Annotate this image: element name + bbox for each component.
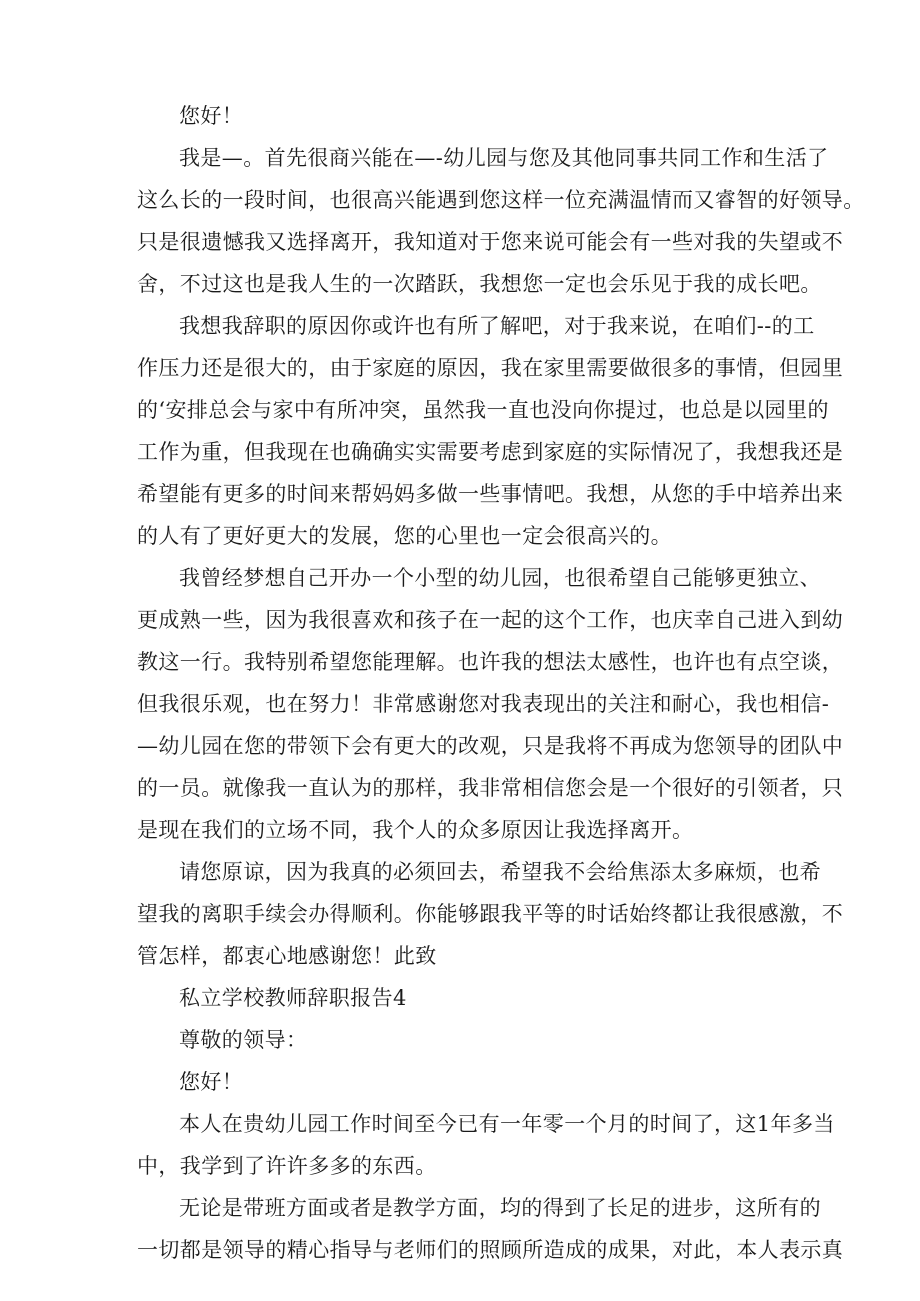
text-line: 本人在贵幼儿园工作时间至今已有一年零一个月的时间了，这1年多当 bbox=[179, 1112, 835, 1136]
greeting: 您好！ bbox=[179, 1070, 244, 1094]
text-line: 工作为重，但我现在也确确实实需要考虑到家庭的实际情况了，我想我还是 bbox=[137, 440, 844, 464]
text-line: 是现在我们的立场不同，我个人的众多原因让我选择离开。 bbox=[137, 818, 694, 842]
text-line: 我是—。首先很商兴能在—-幼儿园与您及其他同事共同工作和生活了 bbox=[179, 146, 829, 170]
text-line: 更成熟一些，因为我很喜欢和孩子在一起的这个工作，也庆幸自己进入到幼 bbox=[137, 608, 844, 632]
text-line: 只是很遗憾我又选择离开，我知道对于您来说可能会有一些对我的失望或不 bbox=[137, 230, 844, 254]
text-line: 我想我辞职的原因你或许也有所了解吧，对于我来说，在咱们--的工 bbox=[179, 314, 815, 338]
text-line: 的一员。就像我一直认为的那样，我非常相信您会是一个很好的引领者，只 bbox=[137, 776, 844, 800]
salutation: 尊敬的领导： bbox=[179, 1028, 308, 1052]
text-line: 舍，不过这也是我人生的一次踏跃，我想您一定也会乐见于我的成长吧。 bbox=[137, 272, 822, 296]
text-line: 望我的离职手续会办得顺利。你能够跟我平等的时话始终都让我很感激，不 bbox=[137, 902, 844, 926]
section-title: 私立学校教师辞职报告4 bbox=[179, 986, 407, 1010]
text-line: 教这一行。我特别希望您能理解。也许我的想法太感性，也许也有点空谈， bbox=[137, 650, 844, 674]
text-line: 希望能有更多的时间来帮妈妈多做一些事情吧。我想，从您的手中培养出来 bbox=[137, 482, 844, 506]
text-line: 无论是带班方面或者是教学方面，均的得到了长足的进步，这所有的 bbox=[179, 1196, 821, 1220]
text-line: 但我很乐观，也在努力！非常感谢您对我表现出的关注和耐心，我也相信- bbox=[137, 692, 830, 716]
greeting: 您好！ bbox=[179, 104, 244, 128]
document-body bbox=[137, 100, 865, 1266]
text-line: 请您原谅，因为我真的必须回去，希望我不会给焦添太多麻烦，也希 bbox=[179, 860, 821, 884]
text-line: —幼儿园在您的带领下会有更大的改观，只是我将不再成为您领导的团队中 bbox=[137, 734, 844, 758]
text-line: 中，我学到了许许多多的东西。 bbox=[137, 1154, 437, 1178]
text-line: 的人有了更好更大的发展，您的心里也一定会很高兴的。 bbox=[137, 524, 672, 548]
text-line: 一切都是领导的精心指导与老师们的照顾所造成的成果，对此，本人表示真 bbox=[137, 1238, 844, 1262]
text-line: 管怎样，都衷心地感谢您！此致 bbox=[137, 944, 437, 968]
text-line: 的‘安排总会与家中有所冲突，虽然我一直也没向你提过，也总是以园里的 bbox=[137, 398, 829, 422]
text-line: 作压力还是很大的，由于家庭的原因，我在家里需要做很多的事情，但园里 bbox=[137, 356, 844, 380]
text-line: 这么长的一段时间，也很高兴能遇到您这样一位充满温情而又睿智的好领导。 bbox=[137, 188, 865, 212]
text-line: 我曾经梦想自己开办一个小型的幼儿园，也很希望自己能够更独立、 bbox=[179, 566, 821, 590]
